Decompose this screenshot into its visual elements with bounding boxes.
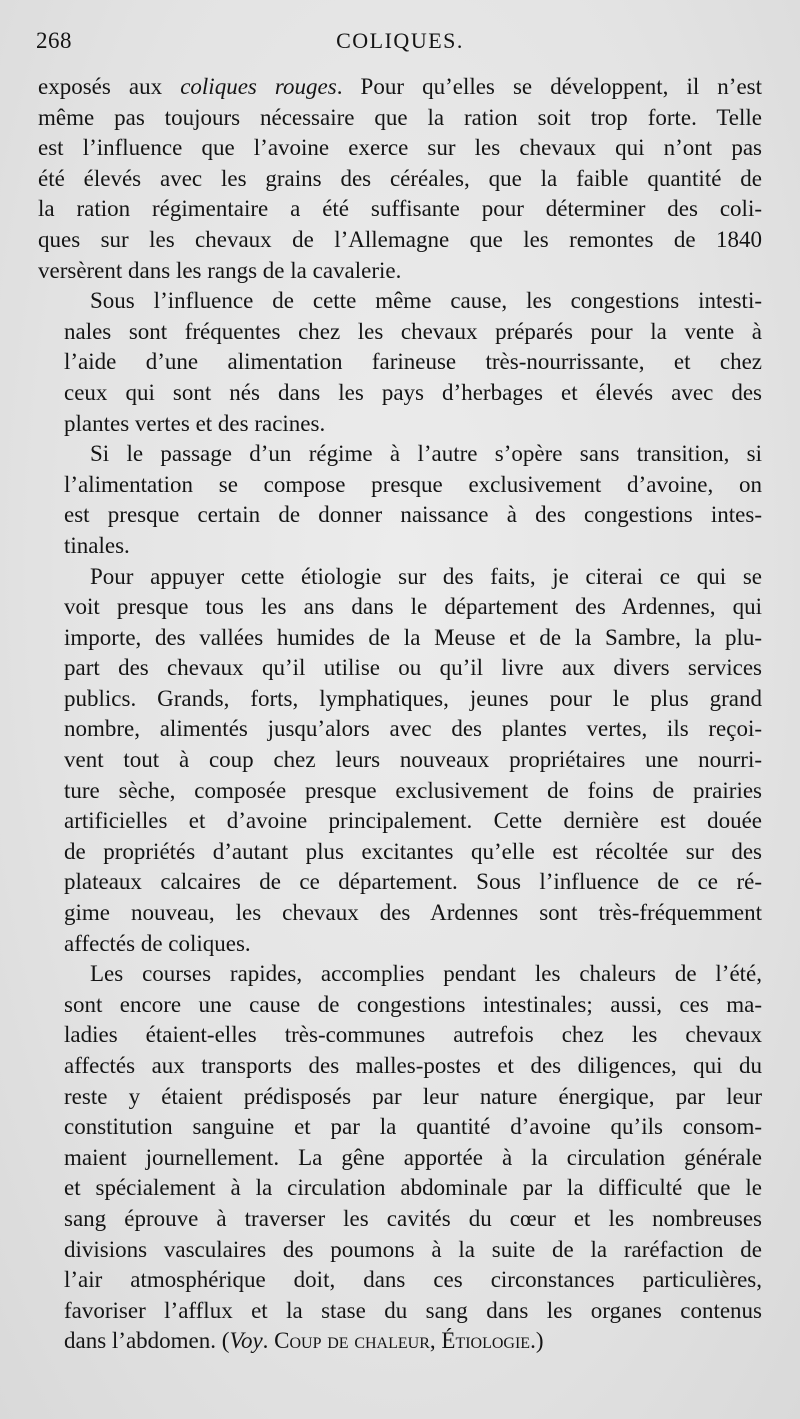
text-line [38, 1051, 762, 1082]
text-line [38, 592, 762, 623]
text-run: plateaux calcaires de ce département. Sous l’influence de ce ré- [64, 869, 762, 895]
text-run: . Pour qu’elles se développent, il n’est [336, 74, 762, 99]
text-line [38, 684, 762, 715]
small-caps-run: Coup de chaleur [274, 1328, 430, 1354]
text-run: plantes vertes et des racines. [64, 410, 326, 436]
text-run: ques sur les chevaux de l’Allemagne que les remontes de 1840 [38, 226, 762, 252]
text-run: nombre, alimentés jusqu’alors avec des plantes vertes, ils reçoi- [64, 716, 762, 742]
text-run: ceux qui sont nés dans les pays d’herbages et élevés avec des [64, 379, 762, 405]
text-line [38, 898, 762, 929]
text-run: dans l’abdomen. ( [64, 1328, 230, 1354]
text-line [38, 194, 762, 225]
text-line [38, 256, 762, 287]
text-run: . [262, 1328, 275, 1354]
italic-run: Voy [229, 1328, 263, 1354]
text-line [38, 653, 762, 684]
text-run: tinales. [64, 532, 130, 558]
text-line [38, 347, 762, 378]
body-text [38, 72, 762, 1357]
text-line [38, 72, 762, 103]
paragraph [38, 439, 762, 561]
text-run: ture sèche, composée presque exclusivement de foins de prairies [64, 777, 762, 803]
text-line [38, 500, 762, 531]
text-run: , [429, 1328, 442, 1354]
text-run: gime nouveau, les chevaux des Ardennes sont très-fréquemment [64, 900, 762, 926]
text-line [38, 409, 762, 440]
text-run: Si le passage d’un régime à l’autre s’opère sans transition, si [90, 441, 762, 467]
text-line [38, 1173, 762, 1204]
paragraph [38, 72, 762, 286]
text-run: artificielles et d’avoine principalement. Cette dernière est douée [64, 808, 762, 834]
text-line [38, 1112, 762, 1143]
text-run: Pour appuyer cette étiologie sur des faits, je citerai ce qui se [90, 563, 762, 589]
text-line [38, 714, 762, 745]
text-line [38, 806, 762, 837]
text-line [38, 929, 762, 960]
text-run: sang éprouve à traverser les cavités du cœur et les nombreuses [64, 1205, 762, 1231]
small-caps-run: Étiologie [441, 1328, 531, 1354]
text-run: vent tout à coup chez leurs nouveaux propriétaires une nourri- [64, 747, 762, 773]
text-run: reste y étaient prédisposés par leur nature énergique, par leur [64, 1083, 762, 1109]
text-run: favoriser l’afflux et la stase du sang dans les organes contenus [64, 1297, 762, 1323]
text-line [38, 164, 762, 195]
paragraph [38, 286, 762, 439]
text-run: ladies étaient-elles très-communes autrefois chez les chevaux [64, 1022, 762, 1048]
text-run: divisions vasculaires des poumons à la suite de la raréfaction de [64, 1236, 762, 1262]
text-run: Sous l’influence de cette même cause, les congestions intesti- [90, 288, 762, 314]
text-line [38, 745, 762, 776]
text-line [38, 837, 762, 868]
paragraph [38, 959, 762, 1357]
text-run: été élevés avec les grains des céréales, que la faible quantité de [38, 165, 762, 191]
text-run: affectés aux transports des malles-postes et des diligences, qui du [64, 1053, 762, 1078]
text-line [38, 623, 762, 654]
text-run: publics. Grands, forts, lymphatiques, jeunes pour le plus grand [64, 685, 762, 711]
text-run: voit presque tous les ans dans le département des Ardennes, qui [64, 594, 762, 620]
text-line [38, 959, 762, 990]
text-line [38, 103, 762, 134]
text-line [38, 1020, 762, 1051]
text-line [38, 470, 762, 501]
text-run: constitution sanguine et par la quantité d’avoine qu’ils consom- [64, 1114, 762, 1140]
text-line [38, 286, 762, 317]
text-line [38, 225, 762, 256]
text-line [38, 439, 762, 470]
text-run: l’aide d’une alimentation farineuse très-nourrissante, et chez [64, 349, 762, 375]
running-head [36, 28, 764, 62]
text-line [38, 1143, 762, 1174]
text-line [38, 133, 762, 164]
text-run: l’alimentation se compose presque exclusivement d’avoine, on [64, 471, 762, 497]
text-line [38, 1082, 762, 1113]
text-line [38, 1204, 762, 1235]
page-number: 268 [36, 28, 72, 53]
text-line [38, 317, 762, 348]
text-run: versèrent dans les rangs de la cavalerie. [38, 257, 402, 283]
text-run: affectés de coliques. [64, 930, 251, 956]
text-run: la ration régimentaire a été suffisante pour déterminer des coli- [38, 196, 762, 222]
text-run: Les courses rapides, accomplies pendant les chaleurs de l’été, [90, 961, 762, 987]
text-run: même pas toujours nécessaire que la ration soit trop forte. Telle [38, 104, 762, 130]
text-line [38, 1296, 762, 1327]
text-line [38, 531, 762, 562]
text-line [38, 776, 762, 807]
italic-run: coliques rouges [180, 74, 337, 99]
text-run: de propriétés d’autant plus excitantes qu’elle est récoltée sur des [64, 838, 762, 864]
text-line [38, 1326, 762, 1357]
text-run: .) [530, 1328, 544, 1354]
text-line [38, 867, 762, 898]
text-line [38, 1265, 762, 1296]
text-line [38, 378, 762, 409]
text-run: et spécialement à la circulation abdominale par la difficulté que le [64, 1175, 762, 1201]
text-run: importe, des vallées humides de la Meuse et de la Sambre, la plu- [64, 624, 762, 650]
text-line [38, 990, 762, 1021]
text-run: maient journellement. La gêne apportée à la circulation générale [64, 1144, 762, 1170]
text-run: part des chevaux qu’il utilise ou qu’il livre aux divers services [64, 655, 762, 681]
text-run: l’air atmosphérique doit, dans ces circonstances particulières, [64, 1267, 762, 1293]
running-title: COLIQUES. [336, 28, 464, 53]
text-run: est l’influence que l’avoine exerce sur les chevaux qui n’ont pas [38, 135, 762, 161]
text-line [38, 1235, 762, 1266]
text-run: exposés aux [38, 74, 181, 99]
text-run: nales sont fréquentes chez les chevaux préparés pour la vente à [64, 318, 762, 344]
paragraph [38, 562, 762, 960]
text-line [38, 562, 762, 593]
text-run: est presque certain de donner naissance à des congestions intes- [64, 502, 762, 528]
text-run: sont encore une cause de congestions intestinales; aussi, ces ma- [64, 991, 762, 1017]
